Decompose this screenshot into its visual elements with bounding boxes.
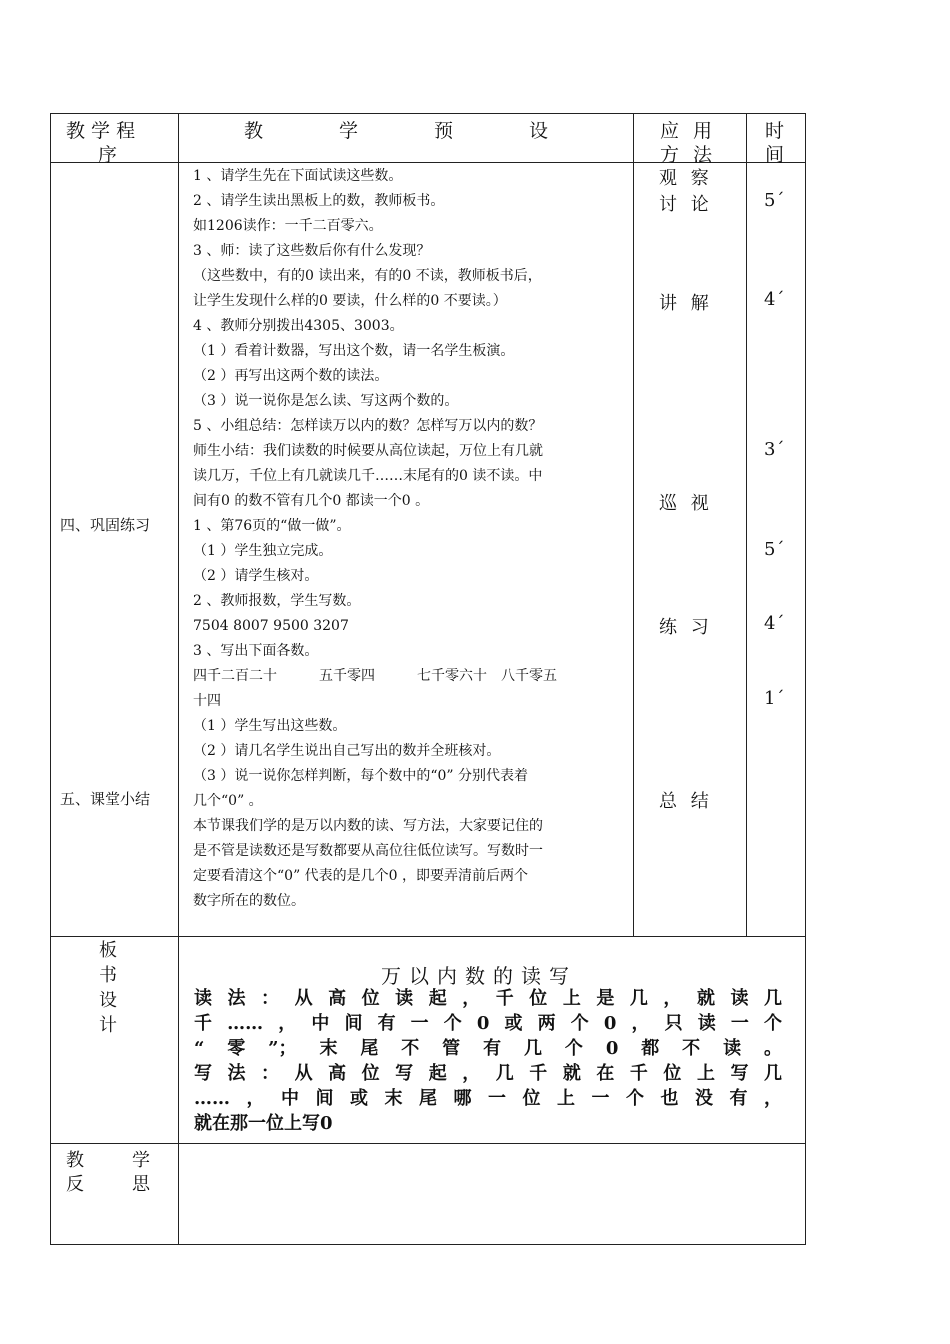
board-side-char: 板 bbox=[99, 940, 117, 961]
lesson-line: 5 、小组总结：怎样读万以内的数？怎样写万以内的数？ bbox=[193, 418, 543, 434]
header-method-line2: 方 法 bbox=[660, 144, 717, 166]
board-line: ……，中间或末尾哪一位上一个也没有， bbox=[194, 1088, 782, 1109]
reflection-label-2b: 思 bbox=[132, 1174, 150, 1195]
reflection-label-1a: 教 bbox=[66, 1150, 84, 1171]
lesson-line: （2 ）再写出这两个数的读法。 bbox=[193, 368, 389, 384]
lesson-line: 1 、第76页的“做一做”。 bbox=[193, 518, 351, 534]
board-line: 写法：从高位写起，几千就在千位上写几 bbox=[194, 1063, 782, 1084]
lesson-line: 让学生发现什么样的0 要读，什么样的0 不要读。） bbox=[193, 293, 507, 309]
time-value: 5´ bbox=[764, 190, 785, 211]
lesson-lines bbox=[193, 164, 557, 914]
time-value: 5´ bbox=[764, 539, 785, 560]
header-time-line2: 间 bbox=[765, 144, 785, 166]
stage-practice: 四、巩固练习 bbox=[60, 516, 151, 534]
method-explain: 讲 解 bbox=[659, 293, 713, 314]
lesson-line: 7504 8007 9500 3207 bbox=[193, 618, 349, 634]
header-stage-line1: 教 学 程 bbox=[66, 120, 136, 142]
board-divider bbox=[50, 936, 806, 937]
header-stage-line2: 序 bbox=[98, 144, 118, 166]
lesson-line: （1 ）学生写出这些数。 bbox=[193, 718, 347, 734]
stage-summary: 五、课堂小结 bbox=[60, 790, 151, 808]
lesson-line: 2 、教师报数，学生写数。 bbox=[193, 593, 361, 609]
lesson-line: （1 ）学生独立完成。 bbox=[193, 543, 333, 559]
reflection-label-2a: 反 bbox=[66, 1174, 84, 1195]
lesson-line: （2 ）请学生核对。 bbox=[193, 568, 319, 584]
lesson-line: 1 、请学生先在下面试读这些数。 bbox=[193, 168, 403, 184]
lesson-line: 间有0 的数不管有几个0 都读一个0 。 bbox=[193, 493, 430, 509]
header-plan: 教 学 预 设 bbox=[244, 120, 549, 142]
lesson-line: （2 ）请几名学生说出自己写出的数并全班核对。 bbox=[193, 743, 501, 759]
lesson-line: （3 ）说一说你是怎么读、写这两个数的。 bbox=[193, 393, 459, 409]
board-line: 千……，中间有一个0或两个0，只读一个 bbox=[194, 1013, 782, 1034]
lesson-line: 十四 bbox=[193, 693, 221, 709]
time-value: 1´ bbox=[764, 688, 785, 709]
board-title: 万以内数的读写 bbox=[381, 964, 577, 988]
col-divider-3 bbox=[746, 113, 747, 936]
lesson-line: 如1206读作：一千二百零六。 bbox=[193, 218, 383, 234]
lesson-line: 4 、教师分别拨出4305、3003。 bbox=[193, 318, 404, 334]
lesson-line: 数字所在的数位。 bbox=[193, 893, 305, 909]
col-divider-1 bbox=[178, 113, 179, 1245]
board-side-char: 书 bbox=[99, 965, 117, 986]
reflection-divider bbox=[50, 1143, 806, 1144]
board-side-label bbox=[99, 938, 117, 1038]
lesson-line: 几个“0” 。 bbox=[193, 793, 263, 809]
time-value: 3´ bbox=[764, 439, 785, 460]
header-method-line1: 应 用 bbox=[660, 120, 717, 142]
col-divider-2 bbox=[633, 113, 634, 936]
lesson-line: 2 、请学生读出黑板上的数，教师板书。 bbox=[193, 193, 445, 209]
board-side-char: 设 bbox=[99, 990, 117, 1011]
board-line: 读法：从高位读起，千位上是几，就读几 bbox=[194, 988, 782, 1009]
header-time-line1: 时 bbox=[765, 120, 785, 142]
method-patrol: 巡 视 bbox=[659, 493, 713, 514]
lesson-line: （这些数中，有的0 读出来，有的0 不读，教师板书后， bbox=[193, 268, 542, 284]
method-summarize: 总 结 bbox=[659, 791, 713, 812]
board-content bbox=[194, 986, 782, 1136]
lesson-line: 定要看清这个“0” 代表的是几个0 ，即要弄清前后两个 bbox=[193, 868, 529, 884]
reflection-label-1b: 学 bbox=[132, 1150, 150, 1171]
board-line: 就在那一位上写0 bbox=[194, 1113, 333, 1134]
method-practice: 练 习 bbox=[659, 617, 713, 638]
time-value: 4´ bbox=[764, 613, 785, 634]
lesson-line: 是不管是读数还是写数都要从高位往低位读写。写数时一 bbox=[193, 843, 543, 859]
method-discuss: 讨 论 bbox=[659, 194, 713, 215]
lesson-line: 3 、师：读了这些数后你有什么发现？ bbox=[193, 243, 431, 259]
lesson-line: 本节课我们学的是万以内数的读、写方法，大家要记住的 bbox=[193, 818, 543, 834]
board-side-char: 计 bbox=[99, 1015, 117, 1036]
method-observe: 观 察 bbox=[659, 168, 713, 189]
lesson-line: （1 ）看着计数器，写出这个数，请一名学生板演。 bbox=[193, 343, 515, 359]
board-line: “零”；末尾不管有几个0都不读。 bbox=[194, 1038, 782, 1059]
lesson-line: 四千二百二十 五千零四 七千零六十 八千零五 bbox=[193, 668, 557, 684]
lesson-line: 3 、写出下面各数。 bbox=[193, 643, 319, 659]
time-value: 4´ bbox=[764, 289, 785, 310]
lesson-line: （3 ）说一说你怎样判断，每个数中的“0” 分别代表着 bbox=[193, 768, 529, 784]
lesson-line: 师生小结：我们读数的时候要从高位读起，万位上有几就 bbox=[193, 443, 543, 459]
lesson-line: 读几万，千位上有几就读几千……末尾有的0 读不读。中 bbox=[193, 468, 543, 484]
